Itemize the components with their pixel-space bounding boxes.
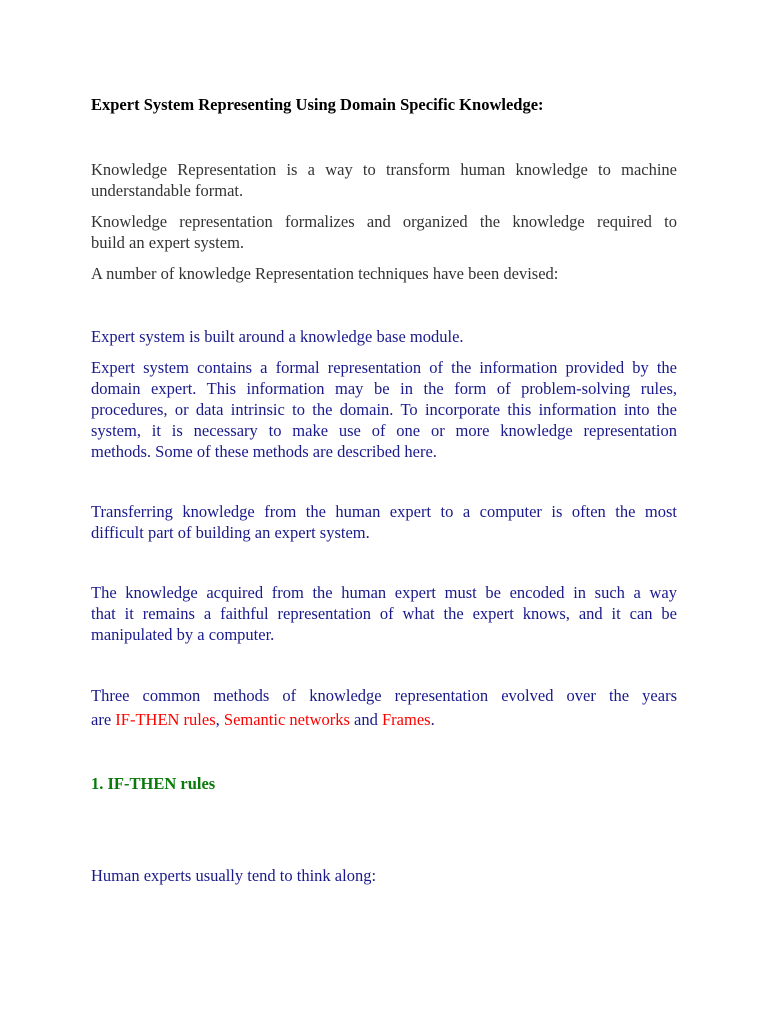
blue-paragraph-3-line-1: Transferring knowledge from the human expert to a computer is often the most bbox=[91, 502, 677, 521]
section-1-title: 1. IF-THEN rules bbox=[91, 774, 216, 793]
blue-paragraph-2-line-3: procedures, or data intrinsic to the domain. To incorporate this information into the bbox=[91, 400, 677, 419]
closing-paragraph: Human experts usually tend to think along: bbox=[91, 866, 377, 885]
methods-separator-1: , bbox=[215, 710, 224, 729]
methods-prefix: are bbox=[91, 710, 116, 729]
blue-paragraph-2-line-4: system, it is necessary to make use of one or more knowledge representation bbox=[91, 421, 677, 440]
intro-paragraph-2-line-2: build an expert system. bbox=[91, 233, 245, 252]
blue-paragraph-2-line-5: methods. Some of these methods are described here. bbox=[91, 442, 437, 461]
blue-paragraph-5-line-1: Three common methods of knowledge representation evolved over the years bbox=[91, 686, 677, 705]
method-frames: Frames bbox=[381, 710, 431, 729]
methods-separator-2: and bbox=[349, 710, 382, 729]
blue-paragraph-3-line-2: difficult part of building an expert system. bbox=[91, 523, 370, 542]
intro-paragraph-1-line-2: understandable format. bbox=[91, 181, 244, 200]
intro-paragraph-2-line-1: Knowledge representation formalizes and organized the knowledge required to bbox=[91, 212, 677, 231]
blue-paragraph-4-line-1: The knowledge acquired from the human expert must be encoded in such a way bbox=[91, 583, 677, 602]
intro-paragraph-1-line-1: Knowledge Representation is a way to transform human knowledge to machine bbox=[91, 160, 677, 179]
blue-paragraph-2-line-1: Expert system contains a formal representation of the information provided by the bbox=[91, 358, 677, 377]
method-if-then-rules: IF-THEN rules bbox=[115, 710, 216, 729]
blue-paragraph-4-line-3: manipulated by a computer. bbox=[91, 625, 275, 644]
intro-paragraph-3: A number of knowledge Representation techniques have been devised: bbox=[91, 264, 559, 283]
blue-paragraph-1: Expert system is built around a knowledge base module. bbox=[91, 327, 464, 346]
blue-paragraph-5-line-2 bbox=[91, 710, 677, 730]
methods-suffix: . bbox=[430, 710, 435, 729]
method-semantic-networks: Semantic networks bbox=[223, 710, 350, 729]
document-heading: Expert System Representing Using Domain Specific Knowledge: bbox=[91, 95, 544, 114]
blue-paragraph-2-line-2: domain expert. This information may be in the form of problem-solving rules, bbox=[91, 379, 677, 398]
blue-paragraph-4-line-2: that it remains a faithful representation of what the expert knows, and it can be bbox=[91, 604, 677, 623]
